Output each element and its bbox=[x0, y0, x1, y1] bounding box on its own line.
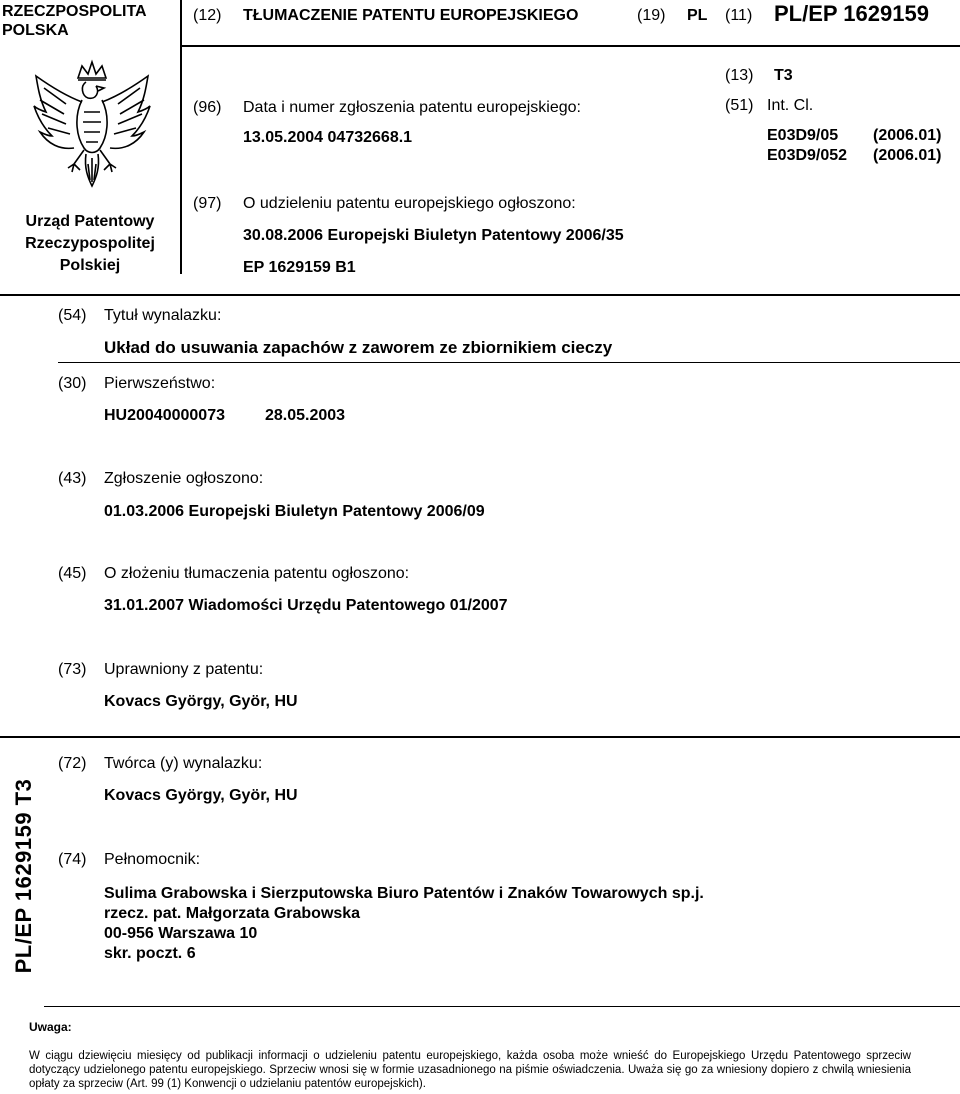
title-rule bbox=[58, 362, 960, 363]
code-54: (54) bbox=[58, 307, 87, 324]
field-43-label: Zgłoszenie ogłoszono: bbox=[104, 470, 264, 487]
field-54-label: Tytuł wynalazku: bbox=[104, 307, 222, 324]
code-97: (97) bbox=[193, 195, 222, 212]
attorney-line: Sulima Grabowska i Sierzputowska Biuro Patentów i Znaków Towarowych sp.j. bbox=[104, 885, 704, 902]
attorney-line: skr. poczt. 6 bbox=[104, 945, 196, 962]
office-line-2: Rzeczypospolitej bbox=[25, 235, 155, 252]
code-19: (19) bbox=[637, 7, 666, 24]
header-divider bbox=[180, 0, 182, 274]
code-74: (74) bbox=[58, 851, 87, 868]
polish-eagle-emblem-icon bbox=[30, 56, 154, 192]
priority-number: HU20040000073 bbox=[104, 407, 225, 424]
field-74-label: Pełnomocnik: bbox=[104, 851, 201, 868]
document-type: TŁUMACZENIE PATENTU EUROPEJSKIEGO bbox=[243, 7, 579, 24]
side-publication-label bbox=[12, 760, 36, 992]
field-45-value: 31.01.2007 Wiadomości Urzędu Patentowego 01/2007 bbox=[104, 597, 508, 614]
office-line-3: Polskiej bbox=[59, 257, 121, 274]
code-45: (45) bbox=[58, 565, 87, 582]
code-51: (51) bbox=[725, 97, 754, 114]
publication-number: PL/EP 1629159 bbox=[774, 1, 929, 26]
ep-number: EP 1629159 B1 bbox=[243, 259, 356, 276]
code-12: (12) bbox=[193, 7, 222, 24]
field-96-value: 13.05.2004 04732668.1 bbox=[243, 129, 413, 146]
code-13: (13) bbox=[725, 67, 754, 84]
code-43: (43) bbox=[58, 470, 87, 487]
section-rule bbox=[0, 736, 960, 738]
field-30-label: Pierwszeństwo: bbox=[104, 375, 216, 392]
code-73: (73) bbox=[58, 661, 87, 678]
field-73-label: Uprawniony z patentu: bbox=[104, 661, 264, 678]
inventor: Kovacs György, Györ, HU bbox=[104, 787, 298, 804]
office-line-1: Urząd Patentowy bbox=[25, 213, 155, 230]
classification-date: (2006.01) bbox=[873, 147, 942, 164]
section-rule bbox=[0, 294, 960, 296]
code-96: (96) bbox=[193, 99, 222, 116]
field-72-label: Twórca (y) wynalazku: bbox=[104, 755, 263, 772]
side-label-text: PL/EP 1629159 T3 bbox=[11, 778, 36, 974]
classification-date: (2006.01) bbox=[873, 127, 942, 144]
country-code: PL bbox=[687, 7, 708, 24]
invention-title: Układ do usuwania zapachów z zaworem ze zbiornikiem cieczy bbox=[104, 338, 613, 357]
attorney-line: 00-956 Warszawa 10 bbox=[104, 925, 258, 942]
patent-holder: Kovacs György, Györ, HU bbox=[104, 693, 298, 710]
notice-text: W ciągu dziewięciu miesięcy od publikacji informacji o udzieleniu patentu europejskiego, każda osoba może wnieść do Europejskiego Urzędu Patentowego sprzeciw dotyczący udzielonego patentu europejskiego. Sprzeciw wnosi się w formie uzasadnionego na piśmie oświadczenia. Uważa się go za wniesiony dopiero z chwilą wniesienia opłaty za sprzeciw (Art. 99 (1) Konwencji o udzielaniu patentów europejskich). bbox=[29, 1050, 911, 1090]
field-45-label: O złożeniu tłumaczenia patentu ogłoszono: bbox=[104, 565, 410, 582]
notice-title: Uwaga: bbox=[29, 1020, 72, 1034]
code-30: (30) bbox=[58, 375, 87, 392]
attorney-line: rzecz. pat. Małgorzata Grabowska bbox=[104, 905, 361, 922]
field-43-value: 01.03.2006 Europejski Biuletyn Patentowy 2006/09 bbox=[104, 503, 485, 520]
field-97-label: O udzieleniu patentu europejskiego ogłoszono: bbox=[243, 195, 576, 212]
kind-code: T3 bbox=[774, 67, 793, 84]
classification-code: E03D9/052 bbox=[767, 147, 848, 164]
field-96-label: Data i numer zgłoszenia patentu europejskiego: bbox=[243, 99, 581, 116]
code-72: (72) bbox=[58, 755, 87, 772]
country-name: RZECZPOSPOLITA POLSKA bbox=[2, 3, 146, 39]
notice-rule bbox=[44, 1006, 960, 1007]
header-rule bbox=[180, 45, 960, 47]
field-97-value: 30.08.2006 Europejski Biuletyn Patentowy 2006/35 bbox=[243, 227, 624, 244]
priority-date: 28.05.2003 bbox=[265, 407, 346, 424]
classification-code: E03D9/05 bbox=[767, 127, 839, 144]
code-11: (11) bbox=[725, 7, 753, 24]
int-cl-label: Int. Cl. bbox=[767, 97, 814, 114]
